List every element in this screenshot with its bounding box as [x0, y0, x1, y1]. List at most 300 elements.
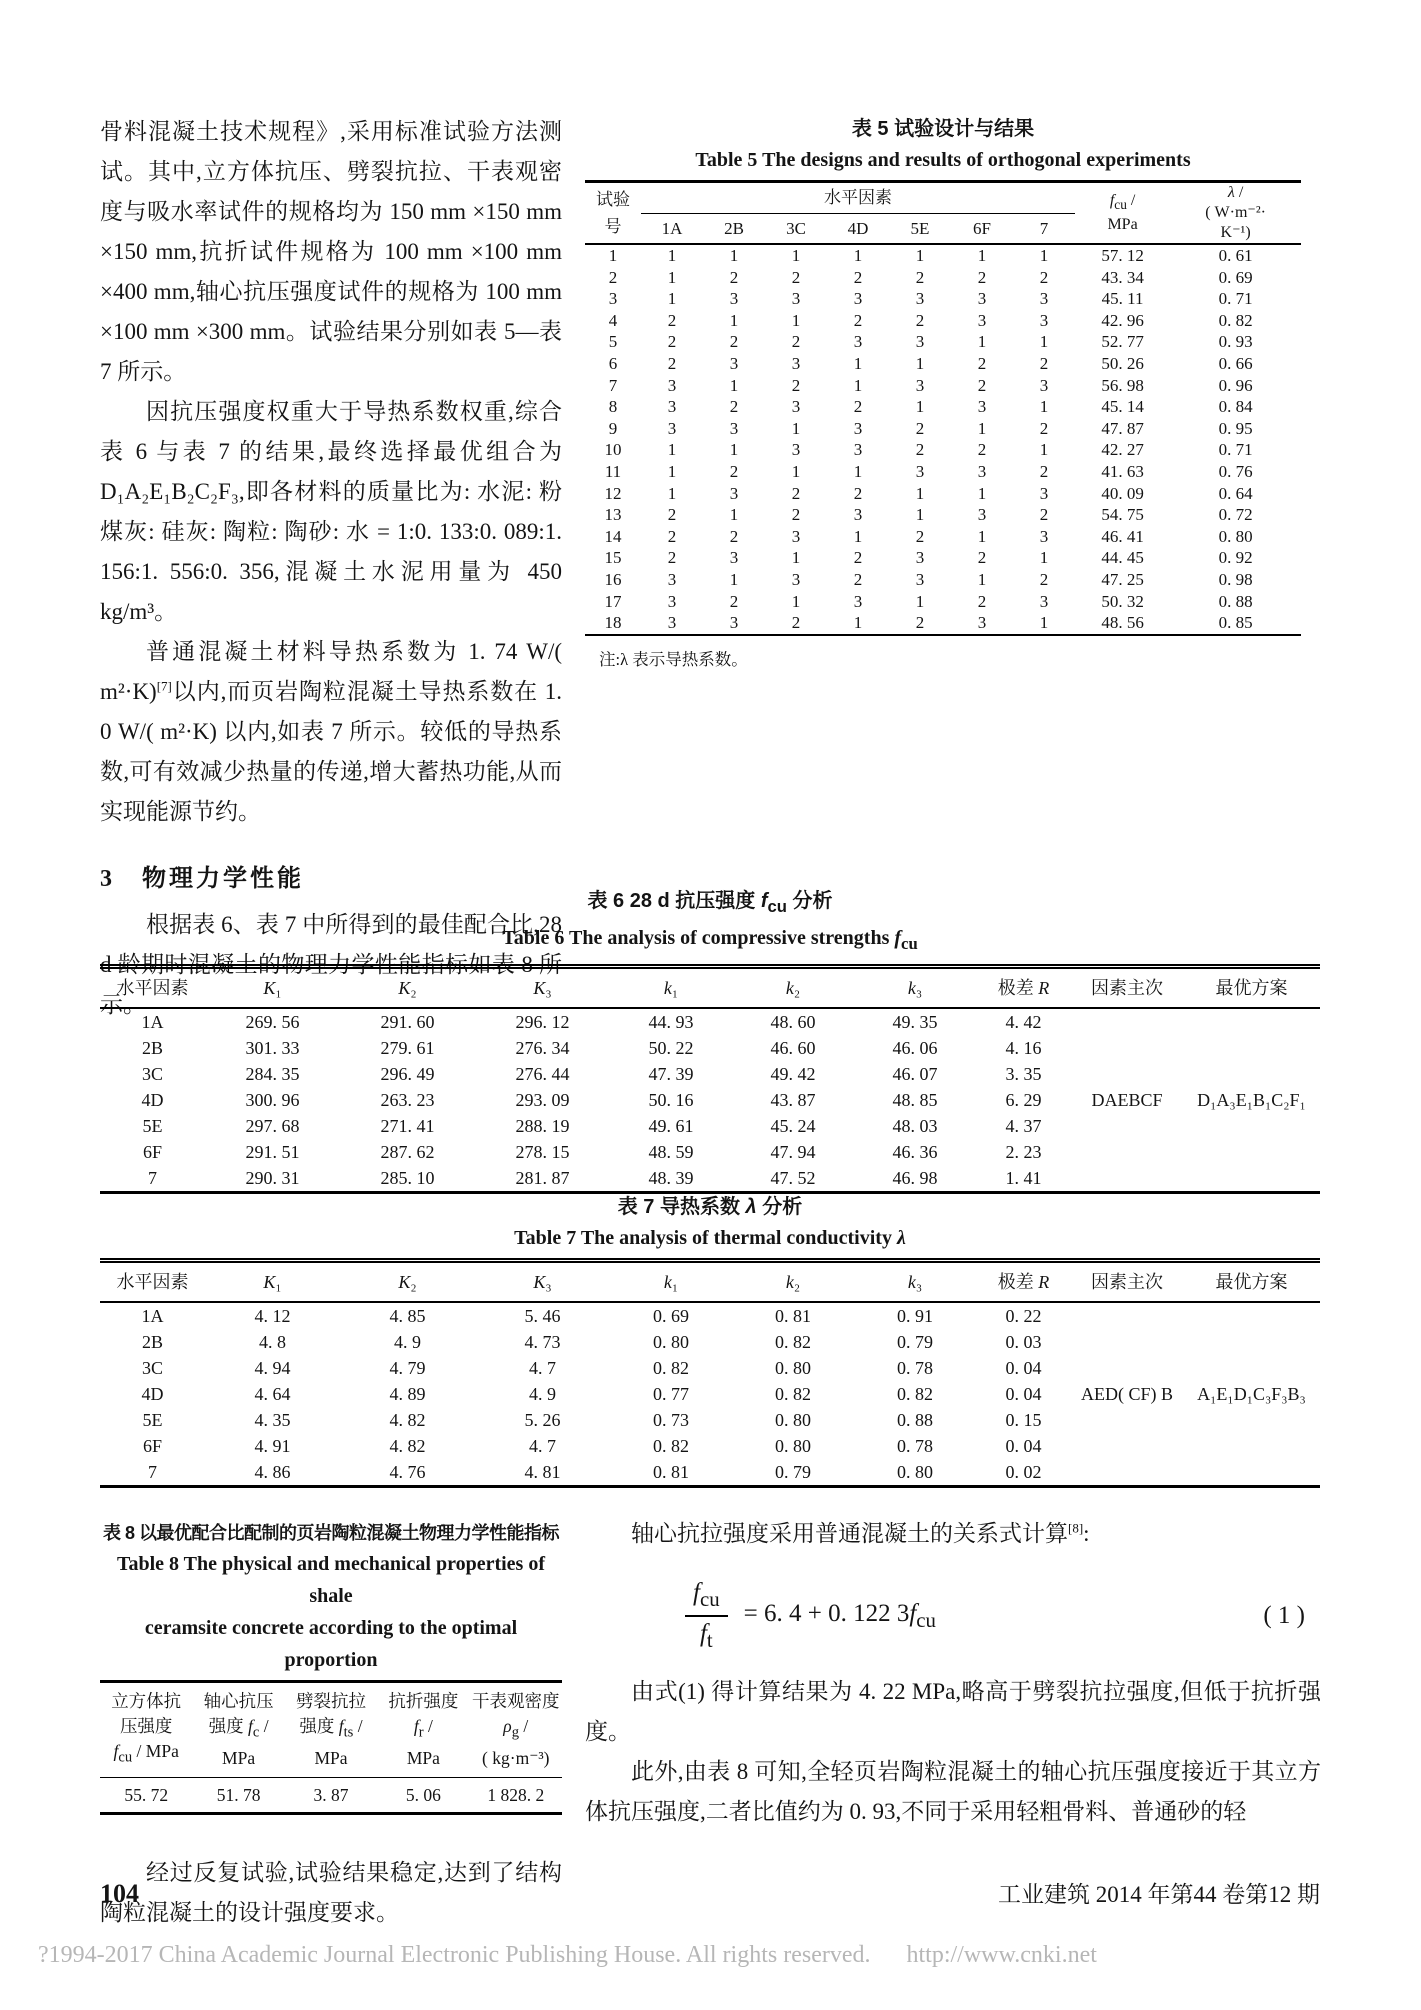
cell: 287. 62 — [380, 1142, 435, 1162]
cell: 2 — [853, 397, 863, 417]
table-row — [585, 244, 1301, 267]
cell: 48. 85 — [892, 1090, 938, 1110]
cell: 48. 39 — [648, 1168, 694, 1188]
table5-header-trial-no: 试验 号 — [596, 190, 630, 236]
cell: 3 — [915, 332, 925, 352]
cell: 1. 41 — [1005, 1168, 1042, 1188]
cell: 3 — [1039, 483, 1049, 503]
cell: 2 — [853, 569, 863, 589]
cell: 1 — [915, 483, 925, 503]
cell: 0. 82 — [653, 1436, 689, 1456]
cell: 4. 89 — [389, 1384, 426, 1404]
cell: 47. 25 — [1101, 569, 1144, 589]
cell: 1 828. 2 — [487, 1784, 545, 1805]
table-row — [100, 1035, 1320, 1061]
cell: 1 — [853, 353, 863, 373]
cell: 0. 04 — [1005, 1384, 1042, 1404]
cell: 3 — [853, 418, 863, 438]
cell: 3 — [729, 289, 739, 309]
table8 — [100, 1680, 562, 1815]
table5-factor-2B: 2B — [724, 218, 744, 238]
cell: 3 — [667, 613, 677, 633]
cell: 3C — [141, 1064, 163, 1084]
cell: 1 — [977, 418, 987, 438]
cell — [1183, 1459, 1320, 1487]
cell: 1 — [977, 246, 987, 265]
cell: 3 — [1039, 526, 1049, 546]
cell: 0. 79 — [897, 1332, 933, 1352]
cell: 50. 22 — [648, 1038, 694, 1058]
cell: 301. 33 — [245, 1038, 300, 1058]
cell: 279. 61 — [380, 1038, 435, 1058]
cell: 46. 98 — [892, 1168, 938, 1188]
table7-header-k2: k₂ — [785, 1272, 801, 1292]
cell: 3 — [853, 505, 863, 525]
cell: 285. 10 — [380, 1168, 435, 1188]
cell: 0. 84 — [1218, 397, 1253, 417]
cell: 2 — [915, 613, 925, 633]
cell: 3C — [141, 1358, 163, 1378]
cell: 0. 78 — [897, 1358, 933, 1378]
cell: 1 — [853, 613, 863, 633]
cell: 3 — [977, 613, 987, 633]
cell: 4. 8 — [259, 1332, 286, 1352]
cell: 0. 96 — [1218, 375, 1253, 395]
cell: 3 — [853, 332, 863, 352]
cell: 3 — [915, 569, 925, 589]
cell — [1071, 1459, 1183, 1487]
cell: 2 — [791, 613, 801, 633]
table-row — [100, 1113, 1320, 1139]
cell: 296. 12 — [515, 1012, 570, 1032]
reference-7-marker: [7] — [156, 678, 172, 694]
cell: 2 — [729, 397, 739, 417]
cell: 1 — [1039, 548, 1049, 568]
cell: 297. 68 — [245, 1116, 300, 1136]
paragraph-thermal-post: 以内,而页岩陶粒混凝土导热系数在 1. 0 W/( m²·K) 以内,如表 7 所示。较低的导热系数,可有效减少热量的传递,增大蓄热功能,从而实现能源节约。 — [100, 679, 562, 824]
cell: 296. 49 — [380, 1064, 435, 1084]
cell: 45. 14 — [1101, 397, 1144, 417]
cell: 3 — [915, 461, 925, 481]
table8-caption-en-line1: Table 8 The physical and mechanical properties of shale — [116, 1553, 545, 1607]
cell — [1071, 1035, 1183, 1061]
cell: 54. 75 — [1101, 505, 1144, 525]
cell: 4. 86 — [254, 1462, 291, 1482]
cell — [1183, 1329, 1320, 1355]
cell: 0. 82 — [775, 1384, 811, 1404]
cell: 1 — [791, 591, 801, 611]
cell: 3 — [1039, 591, 1049, 611]
cell: 47. 87 — [1101, 418, 1144, 438]
table-row — [585, 526, 1301, 548]
cell: 4. 16 — [1005, 1038, 1042, 1058]
cell: 3 — [977, 397, 987, 417]
cell: 3 — [915, 289, 925, 309]
cell: 3 — [977, 289, 987, 309]
cell: 44. 93 — [648, 1012, 694, 1032]
journal-issue-line: 工业建筑 2014 年第44 卷第12 期 — [998, 1882, 1320, 1907]
cell: 2B — [141, 1038, 163, 1058]
table8-header-cube-strength: 立方体抗 压强度 $f_{cu}$ / MPa — [111, 1691, 182, 1766]
cell: 1 — [729, 440, 739, 460]
table-row — [585, 288, 1301, 310]
cell: 3 — [791, 397, 801, 417]
cell: 13 — [604, 505, 622, 525]
cell: 3 — [729, 353, 739, 373]
table7-header-K3: K₃ — [533, 1272, 552, 1292]
cell: 0. 69 — [1218, 267, 1253, 287]
equation-1 — [685, 1570, 1321, 1662]
cell: 291. 51 — [245, 1142, 300, 1162]
table-row — [585, 612, 1301, 635]
cell: 293. 09 — [515, 1090, 570, 1110]
cell: 284. 35 — [245, 1064, 300, 1084]
table6-header-K1: K₁ — [263, 978, 282, 998]
table-row — [100, 1329, 1320, 1355]
cell: 3 — [667, 569, 677, 589]
cnki-url: http://www.cnki.net — [906, 1942, 1097, 1968]
cell: 48. 60 — [770, 1012, 816, 1032]
cell: 0. 88 — [897, 1410, 933, 1430]
cell: 3 — [791, 569, 801, 589]
cell: 1 — [791, 548, 801, 568]
cell: 3 — [1039, 310, 1049, 330]
cell: 56. 98 — [1101, 375, 1144, 395]
cell: 7 — [148, 1462, 157, 1482]
cell: 1 — [791, 418, 801, 438]
cell: 2 — [667, 548, 677, 568]
table6-body — [100, 1008, 1320, 1193]
cell: 7 — [148, 1168, 157, 1188]
cell: 55. 72 — [124, 1784, 169, 1805]
table8-caption-en-line2: ceramsite concrete according to the optimal proportion — [144, 1617, 518, 1671]
table6-header-row — [100, 967, 1320, 1009]
cell: 0. 80 — [775, 1410, 811, 1430]
cell: 2 — [667, 332, 677, 352]
cell: 3 — [791, 440, 801, 460]
cell: 5. 06 — [405, 1784, 441, 1805]
cell — [1071, 1302, 1183, 1329]
cell: 2 — [667, 353, 677, 373]
cell: 2B — [141, 1332, 163, 1352]
cell: 2. 23 — [1005, 1142, 1042, 1162]
table7-header-k1: k₁ — [663, 1272, 679, 1292]
table-row — [585, 461, 1301, 483]
table6-header-factor: 水平因素 — [116, 978, 189, 998]
cell: 3 — [791, 353, 801, 373]
table5-header-factors-group: 水平因素 — [641, 182, 1075, 214]
cell: 2 — [915, 310, 925, 330]
table7-header-K2: K₂ — [398, 1272, 417, 1292]
cell: 0. 79 — [775, 1462, 811, 1482]
cell: 1 — [915, 246, 925, 265]
cell: 2 — [1039, 353, 1049, 373]
cell: 4. 82 — [389, 1436, 426, 1456]
table5-factor-3C: 3C — [786, 218, 806, 238]
cell — [1183, 1113, 1320, 1139]
cell: 2 — [729, 267, 739, 287]
cell: 0. 04 — [1005, 1436, 1042, 1456]
cell: 2 — [977, 267, 987, 287]
paragraph-thermal — [100, 632, 562, 832]
cell: 1 — [1039, 246, 1049, 265]
cell: AED( CF) B — [1080, 1384, 1173, 1404]
cell: 1 — [667, 289, 677, 309]
cell: 4. 37 — [1005, 1116, 1042, 1136]
cell: 3 — [977, 310, 987, 330]
cell: 2 — [729, 332, 739, 352]
equation-number: ( 1 ) — [1263, 1602, 1305, 1629]
cell: 0. 85 — [1218, 613, 1253, 633]
table7-header-row — [100, 1261, 1320, 1303]
table8-body — [100, 1777, 562, 1813]
cell: 48. 59 — [648, 1142, 694, 1162]
cell: 57. 12 — [1101, 246, 1144, 265]
cell: 1 — [791, 246, 801, 265]
cell: 0. 72 — [1218, 505, 1253, 525]
cell: 3 — [791, 526, 801, 546]
cell: 1 — [1039, 397, 1049, 417]
cell: 4. 9 — [394, 1332, 421, 1352]
cell: 0. 80 — [775, 1436, 811, 1456]
paragraph-axial-post: : — [1083, 1521, 1090, 1546]
cell: 1 — [667, 267, 677, 287]
cell: 0. 98 — [1218, 569, 1253, 589]
cell: 0. 69 — [653, 1306, 689, 1326]
cell: 45. 11 — [1101, 289, 1144, 309]
table6-block — [100, 886, 1320, 1194]
cell: 1 — [853, 461, 863, 481]
cell: 0. 81 — [775, 1306, 811, 1326]
cell: 0. 15 — [1005, 1410, 1042, 1430]
cell — [1183, 1165, 1320, 1193]
cell: 0. 73 — [653, 1410, 689, 1430]
cell — [1183, 1139, 1320, 1165]
cell: 7 — [608, 375, 618, 395]
table6-header-k3: k₃ — [907, 978, 923, 998]
cell: 48. 56 — [1101, 613, 1144, 633]
cell — [1071, 1113, 1183, 1139]
table6-header-k2: k₂ — [785, 978, 801, 998]
cell: 4. 82 — [389, 1410, 426, 1430]
cell: 4. 9 — [529, 1384, 556, 1404]
cell: 1 — [1039, 613, 1049, 633]
cell: 2 — [791, 332, 801, 352]
cell: 1 — [915, 397, 925, 417]
table7-caption-cn: 表 7 导热系数 λ 分析 — [617, 1196, 803, 1218]
table6-header-k1: k₁ — [663, 978, 679, 998]
right-text-column — [585, 1514, 1321, 1832]
cell — [1071, 1355, 1183, 1381]
cell: 0. 64 — [1218, 483, 1253, 503]
cell — [1183, 1433, 1320, 1459]
paragraph-thermal-pre: 普通混凝土材料导热系数为 1. 74 W/( m²·K) — [100, 639, 562, 704]
cell: 15 — [604, 548, 622, 568]
cell: 1 — [791, 310, 801, 330]
table5-factor-1A: 1A — [661, 218, 683, 238]
paragraph-axial-tensile — [585, 1514, 1321, 1554]
cell: 2 — [791, 267, 801, 287]
cell: 3 — [1039, 375, 1049, 395]
cell: 1 — [977, 483, 987, 503]
cell: 281. 87 — [515, 1168, 570, 1188]
cell: 2 — [1039, 569, 1049, 589]
copyright-line — [38, 1942, 1378, 1969]
cell: 4 — [608, 310, 618, 330]
cell: 271. 41 — [380, 1116, 435, 1136]
cell: 8 — [608, 397, 618, 417]
cell — [1071, 1433, 1183, 1459]
equation-rhs: = 6. 4 + 0. 122 $3f_{cu}$ — [743, 1599, 936, 1632]
cell: 2 — [1039, 461, 1049, 481]
cell — [1071, 1165, 1183, 1193]
cell — [1183, 1061, 1320, 1087]
table7-header-k3: k₃ — [907, 1272, 923, 1292]
table-row — [100, 1355, 1320, 1381]
table6-caption-en: Table 6 The analysis of compressive strengths $f_{cu}$ — [502, 927, 918, 953]
cell: 4. 12 — [254, 1306, 291, 1326]
table-row — [585, 396, 1301, 418]
cell: 2 — [667, 526, 677, 546]
table-row — [100, 1061, 1320, 1087]
table7-block — [100, 1192, 1320, 1488]
equation-fraction — [685, 1579, 728, 1653]
cell: 3 — [791, 289, 801, 309]
cell: 2 — [791, 483, 801, 503]
cell: 3 — [667, 375, 677, 395]
cell: 2 — [977, 591, 987, 611]
cell: 291. 60 — [380, 1012, 435, 1032]
cell: 11 — [604, 461, 622, 481]
table-row — [585, 439, 1301, 461]
table5-header-row1 — [585, 182, 1301, 214]
table-row — [585, 353, 1301, 375]
cell: 1 — [729, 505, 739, 525]
cell: 1 — [853, 526, 863, 546]
cell: 0. 78 — [897, 1436, 933, 1456]
table7-header-optimal: 最优方案 — [1215, 1272, 1288, 1292]
cell: 3 — [977, 461, 987, 481]
cell: 1 — [729, 246, 739, 265]
cell: 47. 94 — [770, 1142, 816, 1162]
cell: 0. 02 — [1005, 1462, 1042, 1482]
cell: 1 — [853, 375, 863, 395]
cell: 4. 94 — [254, 1358, 291, 1378]
cell: 0. 81 — [653, 1462, 689, 1482]
cell: 5 — [608, 332, 618, 352]
cell: 2 — [729, 461, 739, 481]
table-row — [100, 1302, 1320, 1329]
cell: 3 — [915, 375, 925, 395]
table-row — [100, 1087, 1320, 1113]
table7-header-factor: 水平因素 — [116, 1272, 189, 1292]
cell — [1071, 1008, 1183, 1035]
table5-block — [585, 114, 1301, 670]
table-row — [100, 1008, 1320, 1035]
cell: 6. 29 — [1005, 1090, 1042, 1110]
cell: 2 — [1039, 505, 1049, 525]
table-row — [100, 1777, 562, 1813]
cell: 40. 09 — [1101, 483, 1144, 503]
cell: 1 — [1039, 332, 1049, 352]
cell: 1 — [977, 569, 987, 589]
cell: 1 — [915, 591, 925, 611]
table8-header-flexural-strength: 抗折强度 $f_r$ / MPa — [388, 1691, 459, 1768]
table8-header-axial-strength: 轴心抗压 强度 $f_c$ / MPa — [203, 1691, 274, 1768]
table5-header-fcu: $f_{cu}$ / MPa — [1107, 191, 1138, 234]
cell — [1071, 1407, 1183, 1433]
cell: 46. 60 — [770, 1038, 816, 1058]
cell: 263. 23 — [380, 1090, 435, 1110]
cell: 47. 39 — [648, 1064, 694, 1084]
cell: 1A — [141, 1306, 164, 1326]
cell: 0. 95 — [1218, 418, 1253, 438]
table5 — [585, 180, 1301, 636]
cell: 4. 73 — [524, 1332, 561, 1352]
cell: 1 — [667, 440, 677, 460]
cell: 300. 96 — [245, 1090, 300, 1110]
cell: 5. 46 — [524, 1306, 561, 1326]
table5-body — [585, 244, 1301, 635]
table-row — [100, 1139, 1320, 1165]
cell: 2 — [608, 267, 618, 287]
cell: 4. 64 — [254, 1384, 291, 1404]
cell — [1183, 1035, 1320, 1061]
cell: 1 — [729, 569, 739, 589]
table7 — [100, 1258, 1320, 1488]
cell: 2 — [729, 591, 739, 611]
cell: 49. 61 — [648, 1116, 694, 1136]
table5-caption-en: Table 5 The designs and results of orthogonal experiments — [695, 149, 1191, 171]
table-row — [100, 1407, 1320, 1433]
cell: 1 — [915, 505, 925, 525]
cell: 276. 34 — [515, 1038, 570, 1058]
cell: 3 — [915, 548, 925, 568]
table-row — [585, 504, 1301, 526]
table6 — [100, 964, 1320, 1194]
cell: 2 — [977, 375, 987, 395]
cell: 0. 77 — [653, 1384, 689, 1404]
paragraph-mix-ratio: 因抗压强度权重大于导热系数权重,综合表 6 与表 7 的结果,最终选择最优组合为 D₁A₂E₁B₂C₂F₃,即各材料的质量比为: 水泥: 粉煤灰: 硅灰: 陶粒: 陶砂: 水 = 1:0. 133:0. 089:1. 156:1. 556:0. 356,混凝土水泥用量为 450 kg/m³。 — [100, 399, 562, 624]
cell: 1 — [667, 461, 677, 481]
cell: 2 — [915, 418, 925, 438]
cell: 3. 35 — [1005, 1064, 1042, 1084]
paragraph-section3: 根据表 6、表 7 中所得到的最佳配合比,28 d 龄期时混凝土的物理力学性能指标如表 8 所示。 — [100, 912, 563, 1017]
cell: 51. 78 — [216, 1784, 261, 1805]
table-row — [100, 1433, 1320, 1459]
cell: 0. 80 — [897, 1462, 933, 1482]
cell: 1 — [667, 483, 677, 503]
cell: 2 — [977, 353, 987, 373]
cell: 12 — [604, 483, 622, 503]
cell: 1 — [667, 246, 677, 265]
cell: 288. 19 — [515, 1116, 570, 1136]
cell: 4D — [141, 1384, 164, 1404]
cell: 14 — [604, 526, 622, 546]
page-number: 104 — [100, 1879, 139, 1908]
paragraph-result-422: 由式(1) 得计算结果为 4. 22 MPa,略高于劈裂抗拉强度,但低于抗折强度。 — [585, 1679, 1321, 1744]
paragraph-continued: 骨料混凝土技术规程》,采用标准试验方法测试。其中,立方体抗压、劈裂抗拉、干表观密度与吸水率试件的规格均为 150 mm ×150 mm ×150 mm,抗折试件规格为 100 mm ×100 mm ×400 mm,轴心抗压强度试件的规格为 100 mm ×100 mm ×300 mm。试验结果分别如表 5—表 7 所示。 — [100, 119, 562, 384]
table6-header-K2: K₂ — [398, 978, 417, 998]
cell: 1 — [915, 353, 925, 373]
cell: D₁A₃E₁B₁C₂F₁ — [1197, 1090, 1306, 1110]
cell: 0. 93 — [1218, 332, 1253, 352]
cell: 45. 24 — [770, 1116, 816, 1136]
cell: 0. 80 — [1218, 526, 1253, 546]
cell: 10 — [604, 440, 622, 460]
cell: 48. 03 — [892, 1116, 938, 1136]
cell: 46. 06 — [892, 1038, 938, 1058]
